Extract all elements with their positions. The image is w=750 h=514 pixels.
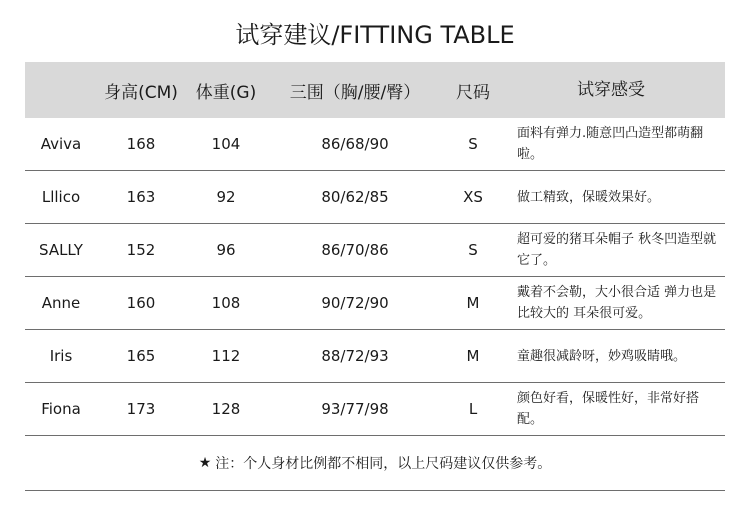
- cell-height: 168: [126, 135, 156, 153]
- cell-size: S: [468, 241, 478, 259]
- footnote: [25, 436, 725, 491]
- cell-height: 152: [126, 241, 156, 259]
- cell-size: M: [466, 347, 480, 365]
- cell-height: 163: [126, 188, 156, 206]
- cell-name: Lllico: [41, 188, 81, 206]
- cell-comment: 童趣很减龄呀，妙鸡吸睛哦。: [517, 348, 687, 364]
- cell-name: Fiona: [41, 400, 81, 418]
- table-row: [25, 118, 725, 171]
- cell-weight: 104: [211, 135, 241, 153]
- cell-name: Aviva: [40, 135, 82, 153]
- cell-height: 165: [126, 347, 156, 365]
- table-row: [25, 171, 725, 224]
- header-comment: 试穿感受: [577, 79, 645, 100]
- cell-weight: 92: [216, 188, 236, 206]
- cell-measurements: 86/70/86: [321, 241, 389, 259]
- table-row: [25, 330, 725, 383]
- header-height: 身高(CM): [104, 82, 178, 103]
- cell-measurements: 86/68/90: [321, 135, 389, 153]
- cell-size: S: [468, 135, 478, 153]
- table-row: [25, 277, 725, 330]
- header-weight: 体重(G): [195, 82, 257, 103]
- page-title: 试穿建议/FITTING TABLE: [235, 21, 515, 49]
- cell-weight: 128: [211, 400, 241, 418]
- header-measurements: 三围（胸/腰/臀）: [289, 82, 421, 103]
- cell-measurements: 90/72/90: [321, 294, 389, 312]
- cell-size: M: [466, 294, 480, 312]
- cell-weight: 108: [211, 294, 241, 312]
- table-header: [25, 62, 725, 118]
- cell-comment: 做工精致，保暖效果好。: [517, 189, 661, 205]
- header-size: 尺码: [456, 82, 490, 103]
- cell-comment: 戴着不会勒，大小很合适 弹力也是比较大的 耳朵很可爱。: [517, 285, 717, 321]
- cell-comment: 超可爱的猪耳朵帽子 秋冬凹造型就它了。: [517, 232, 717, 268]
- cell-size: XS: [463, 188, 483, 206]
- cell-height: 160: [126, 294, 156, 312]
- cell-measurements: 93/77/98: [321, 400, 389, 418]
- star-icon: ★: [198, 455, 212, 471]
- cell-measurements: 88/72/93: [321, 347, 389, 365]
- cell-measurements: 80/62/85: [321, 188, 389, 206]
- cell-weight: 112: [211, 347, 241, 365]
- table-row: [25, 224, 725, 277]
- cell-size: L: [468, 400, 478, 418]
- cell-height: 173: [126, 400, 156, 418]
- table-row: [25, 383, 725, 436]
- cell-weight: 96: [216, 241, 236, 259]
- cell-name: Iris: [49, 347, 73, 365]
- cell-name: Anne: [41, 294, 81, 312]
- cell-name: SALLY: [39, 241, 83, 259]
- footnote-text: 注：个人身材比例都不相同，以上尺码建议仅供参考。: [215, 456, 552, 472]
- fitting-table: [25, 62, 725, 491]
- cell-comment: 颜色好看，保暖性好，非常好搭配。: [517, 391, 700, 427]
- cell-comment: 面料有弹力.随意凹凸造型都萌翻啦。: [517, 126, 704, 162]
